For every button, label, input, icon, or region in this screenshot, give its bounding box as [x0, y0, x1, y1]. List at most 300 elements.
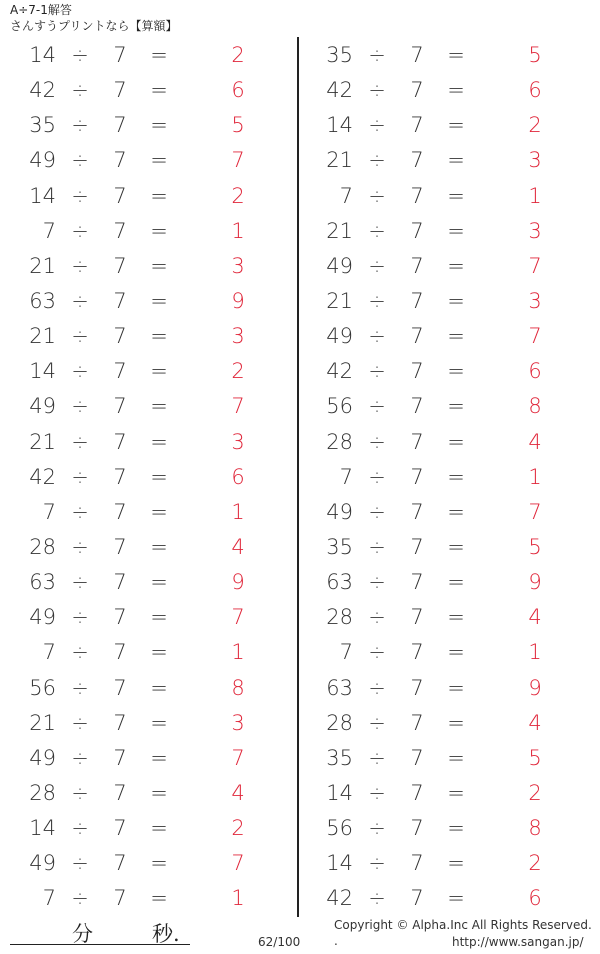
equals-sign: = — [447, 780, 465, 805]
answer: 5 — [528, 43, 542, 67]
divide-sign: ÷ — [71, 534, 89, 559]
equals-sign: = — [447, 253, 465, 278]
divisor: 7 — [410, 851, 424, 876]
divide-sign: ÷ — [71, 359, 89, 384]
answer: 2 — [528, 113, 542, 138]
divisor: 7 — [410, 570, 424, 595]
problem-row — [297, 460, 577, 495]
divisor: 7 — [410, 745, 424, 770]
dividend: 35 — [326, 745, 353, 770]
problem-row — [297, 108, 577, 143]
problem-row — [0, 811, 280, 846]
dividend: 28 — [326, 429, 353, 454]
answer: 2 — [231, 359, 245, 384]
equals-sign: = — [150, 816, 168, 841]
divisor: 7 — [113, 394, 127, 419]
problem-row — [0, 425, 280, 460]
dividend: 49 — [29, 605, 56, 630]
answer: 6 — [528, 359, 542, 384]
equals-sign: = — [447, 113, 465, 138]
equals-sign: = — [447, 148, 465, 173]
answer: 3 — [528, 288, 542, 313]
dividend: 7 — [339, 640, 353, 665]
equals-sign: = — [150, 429, 168, 454]
divisor: 7 — [113, 78, 127, 103]
dividend: 49 — [29, 851, 56, 876]
divisor: 7 — [113, 780, 127, 805]
problem-row — [0, 460, 280, 495]
dividend: 42 — [326, 359, 353, 384]
answer: 7 — [528, 499, 542, 524]
divide-sign: ÷ — [71, 745, 89, 770]
divisor: 7 — [113, 605, 127, 630]
divisor: 7 — [410, 324, 424, 349]
problem-row — [0, 530, 280, 565]
equals-sign: = — [447, 816, 465, 841]
dividend: 42 — [29, 464, 56, 489]
divide-sign: ÷ — [368, 499, 386, 524]
divide-sign: ÷ — [71, 816, 89, 841]
problem-row — [0, 600, 280, 635]
divisor: 7 — [410, 605, 424, 630]
problem-row — [0, 635, 280, 670]
dividend: 63 — [29, 288, 56, 313]
equals-sign: = — [150, 534, 168, 559]
dividend: 21 — [326, 288, 353, 313]
answer: 7 — [528, 253, 542, 278]
dividend: 7 — [42, 640, 56, 665]
problem-row — [297, 284, 577, 319]
divisor: 7 — [410, 148, 424, 173]
divide-sign: ÷ — [368, 745, 386, 770]
equals-sign: = — [447, 886, 465, 911]
problem-row — [0, 741, 280, 776]
problem-row — [0, 881, 280, 916]
problem-row — [297, 319, 577, 354]
answer: 5 — [528, 534, 542, 559]
divide-sign: ÷ — [368, 640, 386, 665]
equals-sign: = — [447, 359, 465, 384]
divide-sign: ÷ — [71, 253, 89, 278]
answer: 7 — [231, 148, 245, 173]
dividend: 14 — [29, 816, 56, 841]
divisor: 7 — [113, 43, 127, 67]
answer: 5 — [231, 113, 245, 138]
equals-sign: = — [447, 499, 465, 524]
answer: 7 — [528, 324, 542, 349]
dividend: 42 — [326, 886, 353, 911]
problem-row — [0, 319, 280, 354]
divisor: 7 — [113, 886, 127, 911]
answer: 5 — [528, 745, 542, 770]
dividend: 49 — [29, 745, 56, 770]
equals-sign: = — [447, 534, 465, 559]
problem-row — [0, 249, 280, 284]
divisor: 7 — [410, 429, 424, 454]
problem-row — [297, 600, 577, 635]
divisor: 7 — [410, 780, 424, 805]
dividend: 49 — [326, 253, 353, 278]
dividend: 21 — [29, 253, 56, 278]
divide-sign: ÷ — [71, 886, 89, 911]
equals-sign: = — [150, 183, 168, 208]
problem-row — [0, 846, 280, 881]
divisor: 7 — [113, 534, 127, 559]
answer: 3 — [231, 253, 245, 278]
divide-sign: ÷ — [368, 429, 386, 454]
answer: 3 — [231, 429, 245, 454]
equals-sign: = — [150, 43, 168, 67]
divisor: 7 — [410, 359, 424, 384]
dividend: 49 — [29, 148, 56, 173]
equals-sign: = — [150, 886, 168, 911]
divisor: 7 — [410, 886, 424, 911]
divisor: 7 — [410, 816, 424, 841]
dividend: 21 — [326, 218, 353, 243]
answer: 4 — [528, 605, 542, 630]
seconds-label: 秒. — [152, 922, 180, 946]
dividend: 7 — [42, 886, 56, 911]
problem-row — [297, 671, 577, 706]
dividend: 14 — [29, 183, 56, 208]
dividend: 21 — [29, 710, 56, 735]
answer: 1 — [231, 886, 245, 911]
problem-row — [0, 389, 280, 424]
answer: 7 — [231, 394, 245, 419]
answer: 1 — [231, 218, 245, 243]
answer: 8 — [528, 394, 542, 419]
answer: 6 — [231, 78, 245, 103]
problem-row — [297, 425, 577, 460]
divide-sign: ÷ — [368, 570, 386, 595]
equals-sign: = — [150, 148, 168, 173]
equals-sign: = — [447, 218, 465, 243]
equals-sign: = — [447, 183, 465, 208]
equals-sign: = — [150, 780, 168, 805]
divide-sign: ÷ — [368, 113, 386, 138]
answer: 2 — [231, 43, 245, 67]
divisor: 7 — [113, 710, 127, 735]
answer: 3 — [231, 324, 245, 349]
divide-sign: ÷ — [71, 218, 89, 243]
answer: 1 — [231, 499, 245, 524]
dividend: 35 — [326, 534, 353, 559]
equals-sign: = — [150, 394, 168, 419]
problem-column-right — [297, 38, 577, 917]
dividend: 14 — [29, 359, 56, 384]
divisor: 7 — [410, 710, 424, 735]
equals-sign: = — [447, 640, 465, 665]
dividend: 63 — [29, 570, 56, 595]
divisor: 7 — [113, 324, 127, 349]
divide-sign: ÷ — [368, 780, 386, 805]
divisor: 7 — [410, 675, 424, 700]
problem-row — [0, 284, 280, 319]
equals-sign: = — [447, 851, 465, 876]
problem-row — [297, 881, 577, 916]
dividend: 14 — [29, 43, 56, 67]
answer: 4 — [528, 429, 542, 454]
problem-row — [297, 389, 577, 424]
problem-row — [0, 179, 280, 214]
divisor: 7 — [113, 745, 127, 770]
divide-sign: ÷ — [71, 113, 89, 138]
answer: 3 — [528, 218, 542, 243]
answer: 7 — [231, 851, 245, 876]
divide-sign: ÷ — [368, 43, 386, 67]
problem-row — [0, 143, 280, 178]
divide-sign: ÷ — [368, 78, 386, 103]
answer: 1 — [528, 464, 542, 489]
problem-row — [0, 565, 280, 600]
answer: 1 — [231, 640, 245, 665]
problem-row — [297, 811, 577, 846]
divide-sign: ÷ — [71, 640, 89, 665]
equals-sign: = — [447, 43, 465, 67]
divisor: 7 — [410, 499, 424, 524]
divide-sign: ÷ — [368, 288, 386, 313]
dividend: 49 — [326, 499, 353, 524]
divisor: 7 — [410, 218, 424, 243]
dividend: 21 — [326, 148, 353, 173]
divide-sign: ÷ — [368, 324, 386, 349]
divisor: 7 — [410, 394, 424, 419]
divide-sign: ÷ — [368, 816, 386, 841]
divide-sign: ÷ — [71, 43, 89, 67]
divide-sign: ÷ — [71, 499, 89, 524]
divide-sign: ÷ — [71, 780, 89, 805]
answer: 4 — [231, 534, 245, 559]
problem-row — [297, 73, 577, 108]
equals-sign: = — [447, 429, 465, 454]
problem-row — [297, 776, 577, 811]
answer: 6 — [528, 886, 542, 911]
divide-sign: ÷ — [368, 534, 386, 559]
divide-sign: ÷ — [71, 675, 89, 700]
problem-row — [0, 354, 280, 389]
problem-row — [297, 179, 577, 214]
dividend: 7 — [339, 183, 353, 208]
dividend: 14 — [326, 113, 353, 138]
divisor: 7 — [410, 464, 424, 489]
answer: 6 — [528, 78, 542, 103]
divide-sign: ÷ — [71, 851, 89, 876]
answer: 8 — [528, 816, 542, 841]
problem-row — [0, 776, 280, 811]
divide-sign: ÷ — [71, 288, 89, 313]
problem-row — [0, 108, 280, 143]
equals-sign: = — [447, 745, 465, 770]
divisor: 7 — [113, 675, 127, 700]
equals-sign: = — [150, 359, 168, 384]
divisor: 7 — [113, 113, 127, 138]
divide-sign: ÷ — [368, 464, 386, 489]
dividend: 28 — [326, 710, 353, 735]
dividend: 28 — [326, 605, 353, 630]
equals-sign: = — [150, 218, 168, 243]
equals-sign: = — [447, 464, 465, 489]
divide-sign: ÷ — [71, 429, 89, 454]
dividend: 28 — [29, 780, 56, 805]
equals-sign: = — [150, 605, 168, 630]
problem-row — [297, 565, 577, 600]
divisor: 7 — [113, 499, 127, 524]
answer: 3 — [231, 710, 245, 735]
dividend: 56 — [326, 394, 353, 419]
problem-row — [297, 741, 577, 776]
dividend: 7 — [339, 464, 353, 489]
divisor: 7 — [113, 640, 127, 665]
divisor: 7 — [113, 429, 127, 454]
equals-sign: = — [447, 605, 465, 630]
answer: 8 — [231, 675, 245, 700]
equals-sign: = — [447, 570, 465, 595]
answer: 9 — [231, 288, 245, 313]
divisor: 7 — [113, 253, 127, 278]
copyright-text: Copyright © Alpha.Inc All Rights Reserved. — [334, 918, 592, 932]
equals-sign: = — [150, 78, 168, 103]
problem-column-left — [0, 38, 280, 917]
dividend: 42 — [326, 78, 353, 103]
dividend: 63 — [326, 570, 353, 595]
divisor: 7 — [113, 816, 127, 841]
divide-sign: ÷ — [368, 183, 386, 208]
equals-sign: = — [150, 113, 168, 138]
divide-sign: ÷ — [71, 148, 89, 173]
equals-sign: = — [150, 710, 168, 735]
problem-row — [297, 530, 577, 565]
answer: 2 — [231, 183, 245, 208]
divisor: 7 — [113, 218, 127, 243]
problem-row — [0, 38, 280, 73]
divisor: 7 — [113, 288, 127, 313]
problem-row — [0, 214, 280, 249]
worksheet-title: A÷7-1解答 — [10, 3, 72, 17]
dividend: 35 — [29, 113, 56, 138]
dividend: 14 — [326, 851, 353, 876]
divisor: 7 — [410, 534, 424, 559]
divisor: 7 — [113, 851, 127, 876]
divisor: 7 — [410, 78, 424, 103]
problem-row — [297, 706, 577, 741]
equals-sign: = — [150, 324, 168, 349]
dividend: 21 — [29, 429, 56, 454]
divide-sign: ÷ — [71, 605, 89, 630]
equals-sign: = — [447, 710, 465, 735]
dividend: 49 — [29, 394, 56, 419]
dividend: 7 — [42, 218, 56, 243]
equals-sign: = — [447, 675, 465, 700]
divisor: 7 — [113, 148, 127, 173]
dividend: 49 — [326, 324, 353, 349]
problem-row — [0, 706, 280, 741]
equals-sign: = — [150, 640, 168, 665]
divide-sign: ÷ — [368, 394, 386, 419]
divide-sign: ÷ — [71, 570, 89, 595]
equals-sign: = — [447, 288, 465, 313]
equals-sign: = — [447, 394, 465, 419]
equals-sign: = — [150, 675, 168, 700]
divisor: 7 — [113, 570, 127, 595]
answer: 9 — [231, 570, 245, 595]
divide-sign: ÷ — [368, 359, 386, 384]
divide-sign: ÷ — [71, 710, 89, 735]
dividend: 28 — [29, 534, 56, 559]
divide-sign: ÷ — [368, 886, 386, 911]
equals-sign: = — [150, 288, 168, 313]
worksheet-subtitle: さんすうプリントなら【算額】 — [10, 19, 178, 33]
dividend: 56 — [326, 816, 353, 841]
answer: 7 — [231, 605, 245, 630]
divide-sign: ÷ — [368, 675, 386, 700]
divisor: 7 — [410, 43, 424, 67]
answer: 2 — [528, 851, 542, 876]
answer: 4 — [528, 710, 542, 735]
answer: 2 — [528, 780, 542, 805]
dividend: 7 — [42, 499, 56, 524]
equals-sign: = — [150, 745, 168, 770]
answer: 9 — [528, 675, 542, 700]
divide-sign: ÷ — [71, 183, 89, 208]
divide-sign: ÷ — [368, 253, 386, 278]
answer: 1 — [528, 183, 542, 208]
problem-row — [297, 38, 577, 73]
divisor: 7 — [113, 183, 127, 208]
equals-sign: = — [447, 324, 465, 349]
equals-sign: = — [150, 570, 168, 595]
divide-sign: ÷ — [368, 605, 386, 630]
divide-sign: ÷ — [368, 218, 386, 243]
divisor: 7 — [410, 640, 424, 665]
answer: 4 — [231, 780, 245, 805]
answer: 3 — [528, 148, 542, 173]
problem-row — [297, 143, 577, 178]
dividend: 42 — [29, 78, 56, 103]
answer: 1 — [528, 640, 542, 665]
equals-sign: = — [150, 253, 168, 278]
divide-sign: ÷ — [71, 394, 89, 419]
equals-sign: = — [150, 851, 168, 876]
problem-row — [297, 354, 577, 389]
divisor: 7 — [410, 113, 424, 138]
answer: 9 — [528, 570, 542, 595]
divisor: 7 — [410, 183, 424, 208]
divide-sign: ÷ — [71, 464, 89, 489]
equals-sign: = — [150, 464, 168, 489]
answer: 6 — [231, 464, 245, 489]
page-number: 62/100 — [258, 935, 301, 949]
divisor: 7 — [410, 253, 424, 278]
answer: 2 — [231, 816, 245, 841]
divide-sign: ÷ — [368, 710, 386, 735]
divide-sign: ÷ — [368, 851, 386, 876]
minutes-label: 分 — [72, 922, 93, 946]
equals-sign: = — [447, 78, 465, 103]
divisor: 7 — [113, 464, 127, 489]
problem-row — [0, 73, 280, 108]
problem-row — [297, 495, 577, 530]
problem-row — [297, 846, 577, 881]
equals-sign: = — [150, 499, 168, 524]
dividend: 35 — [326, 43, 353, 67]
problem-row — [297, 249, 577, 284]
dividend: 14 — [326, 780, 353, 805]
problem-row — [0, 495, 280, 530]
problem-row — [297, 635, 577, 670]
divide-sign: ÷ — [368, 148, 386, 173]
divisor: 7 — [113, 359, 127, 384]
dividend: 56 — [29, 675, 56, 700]
